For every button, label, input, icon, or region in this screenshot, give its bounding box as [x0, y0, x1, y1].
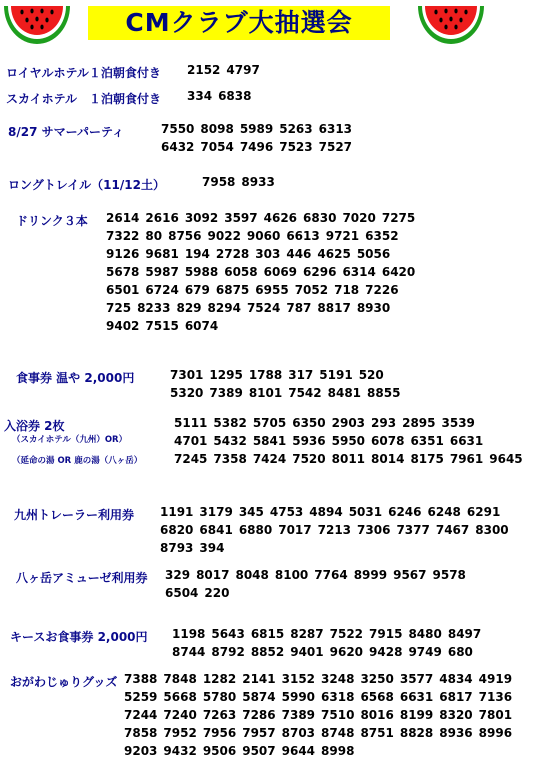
ticket-numbers	[161, 120, 352, 156]
ticket-number: 6830	[303, 211, 337, 225]
number-row	[124, 688, 512, 706]
ticket-number: 8481	[327, 386, 362, 400]
ticket-numbers	[160, 503, 509, 557]
ticket-number: 2152	[187, 63, 221, 77]
number-row	[172, 643, 481, 661]
ticket-numbers	[170, 366, 400, 402]
ticket-number: 520	[358, 368, 384, 382]
ticket-number: 6955	[255, 283, 289, 297]
ticket-numbers	[187, 87, 251, 105]
ticket-number: 8748	[321, 726, 355, 740]
ticket-number: 446	[286, 247, 312, 261]
section-label: 九州トレーラー利用券	[14, 508, 135, 522]
ticket-number: 5320	[170, 386, 204, 400]
ticket-number: 7306	[357, 523, 391, 537]
ticket-number: 9578	[432, 568, 466, 582]
number-row	[174, 414, 523, 432]
ticket-numbers	[172, 625, 481, 661]
number-row	[106, 245, 415, 263]
ticket-number: 317	[288, 368, 314, 382]
ticket-numbers	[187, 61, 260, 79]
section-label: キースお食事券 2,000円	[10, 630, 148, 644]
ticket-number: 9022	[207, 229, 241, 243]
ticket-number: 6504	[165, 586, 199, 600]
ticket-number: 7424	[252, 452, 287, 466]
ticket-number: 7240	[163, 708, 197, 722]
ticket-number: 1282	[202, 672, 237, 686]
ticket-number: 8016	[360, 708, 394, 722]
ticket-number: 7245	[174, 452, 208, 466]
number-row	[160, 521, 509, 539]
number-row	[106, 209, 415, 227]
ticket-number: 8756	[168, 229, 202, 243]
ticket-number: 8933	[241, 175, 275, 189]
number-row	[106, 227, 415, 245]
ticket-number: 7496	[239, 140, 274, 154]
ticket-number: 7958	[202, 175, 236, 189]
ticket-number: 8793	[160, 541, 194, 555]
ticket-number: 5191	[319, 368, 353, 382]
ticket-number: 6631	[399, 690, 434, 704]
ticket-number: 6420	[381, 265, 416, 279]
ticket-number: 6318	[321, 690, 355, 704]
ticket-number: 5988	[184, 265, 219, 279]
ticket-number: 7527	[318, 140, 353, 154]
ticket-number: 6314	[342, 265, 376, 279]
ticket-number: 7286	[242, 708, 276, 722]
number-row	[160, 503, 509, 521]
ticket-number: 7520	[292, 452, 326, 466]
ticket-number: 8792	[211, 645, 245, 659]
ticket-number: 7848	[163, 672, 197, 686]
ticket-number: 5874	[242, 690, 276, 704]
ticket-number: 8014	[371, 452, 405, 466]
section-label: おがわじゅりグッズ	[10, 675, 118, 689]
ticket-number: 4625	[317, 247, 351, 261]
ticket-number: 2616	[145, 211, 179, 225]
ticket-number: 718	[334, 283, 360, 297]
ticket-numbers	[106, 209, 415, 335]
ticket-number: 8320	[439, 708, 473, 722]
ticket-number: 8098	[200, 122, 234, 136]
ticket-number: 2614	[106, 211, 140, 225]
ticket-number: 7054	[200, 140, 234, 154]
ticket-number: 5432	[213, 434, 247, 448]
ticket-number: 5989	[239, 122, 274, 136]
ticket-number: 7956	[202, 726, 237, 740]
ticket-number: 5382	[213, 416, 247, 430]
ticket-number: 3597	[224, 211, 258, 225]
number-row	[170, 366, 400, 384]
number-row	[161, 120, 352, 138]
ticket-number: 6352	[365, 229, 399, 243]
ticket-number: 5950	[331, 434, 366, 448]
number-row	[165, 566, 466, 584]
ticket-number: 7522	[329, 627, 364, 641]
ticket-number: 5936	[292, 434, 326, 448]
number-row	[124, 724, 512, 742]
ticket-number: 787	[286, 301, 312, 315]
ticket-number: 9507	[242, 744, 276, 758]
ticket-number: 2141	[242, 672, 276, 686]
ticket-number: 5990	[281, 690, 316, 704]
ticket-number: 5263	[279, 122, 313, 136]
ticket-number: 7515	[145, 319, 179, 333]
ticket-number: 3152	[281, 672, 316, 686]
ticket-number: 6078	[371, 434, 405, 448]
ticket-number: 334	[187, 89, 213, 103]
ticket-number: 9428	[369, 645, 403, 659]
ticket-number: 5705	[252, 416, 287, 430]
ticket-number: 4797	[226, 63, 260, 77]
ticket-number: 9620	[329, 645, 364, 659]
ticket-number: 6724	[145, 283, 179, 297]
ticket-numbers	[124, 670, 512, 760]
ticket-number: 1788	[248, 368, 283, 382]
ticket-number: 9567	[393, 568, 427, 582]
ticket-number: 80	[145, 229, 163, 243]
ticket-number: 8999	[353, 568, 388, 582]
ticket-number: 220	[204, 586, 230, 600]
ticket-number: 5643	[211, 627, 245, 641]
ticket-number: 8101	[248, 386, 283, 400]
number-row	[170, 384, 400, 402]
ticket-number: 679	[184, 283, 210, 297]
ticket-numbers	[202, 173, 275, 191]
number-row	[106, 281, 415, 299]
section-label: ドリンク３本	[16, 214, 88, 228]
number-row	[165, 584, 466, 602]
ticket-number: 8998	[321, 744, 355, 758]
ticket-number: 680	[447, 645, 473, 659]
ticket-number: 9645	[489, 452, 523, 466]
ticket-number: 394	[199, 541, 225, 555]
ticket-number: 8175	[410, 452, 444, 466]
number-row	[202, 173, 275, 191]
ticket-number: 9401	[290, 645, 324, 659]
ticket-number: 8233	[137, 301, 171, 315]
ticket-number: 9749	[408, 645, 442, 659]
ticket-number: 4701	[174, 434, 208, 448]
ticket-number: 7858	[124, 726, 158, 740]
ticket-number: 7915	[369, 627, 403, 641]
ticket-number: 303	[255, 247, 281, 261]
ticket-number: 7510	[321, 708, 355, 722]
ticket-number: 4919	[478, 672, 513, 686]
ticket-number: 8744	[172, 645, 206, 659]
ticket-number: 7301	[170, 368, 204, 382]
ticket-number: 7263	[202, 708, 237, 722]
ticket-numbers	[165, 566, 466, 602]
ticket-number: 7244	[124, 708, 158, 722]
ticket-number: 6613	[286, 229, 320, 243]
ticket-number: 6296	[303, 265, 337, 279]
number-row	[124, 742, 512, 760]
ticket-number: 3577	[399, 672, 434, 686]
number-row	[160, 539, 509, 557]
ticket-number: 6817	[439, 690, 473, 704]
ticket-number: 5987	[145, 265, 179, 279]
ticket-number: 7388	[124, 672, 158, 686]
ticket-number: 7226	[365, 283, 399, 297]
section-label: 八ヶ岳アミューゼ利用券	[16, 571, 148, 585]
ticket-number: 9126	[106, 247, 140, 261]
ticket-number: 1295	[209, 368, 243, 382]
ticket-number: 8011	[331, 452, 366, 466]
ticket-number: 329	[165, 568, 191, 582]
ticket-number: 6246	[388, 505, 422, 519]
ticket-number: 7017	[278, 523, 312, 537]
page-title: CMクラブ大抽選会	[88, 6, 390, 40]
ticket-number: 7389	[209, 386, 243, 400]
ticket-number: 8100	[274, 568, 309, 582]
ticket-number: 8480	[408, 627, 442, 641]
number-row	[124, 706, 512, 724]
ticket-number: 6069	[263, 265, 298, 279]
ticket-number: 194	[184, 247, 210, 261]
ticket-number: 8294	[207, 301, 241, 315]
section-label: ロングトレイル（11/12土）	[8, 178, 165, 192]
ticket-number: 7052	[294, 283, 329, 297]
ticket-number: 7961	[449, 452, 484, 466]
ticket-number: 1198	[172, 627, 206, 641]
ticket-number: 8017	[196, 568, 230, 582]
ticket-number: 3250	[360, 672, 394, 686]
ticket-number: 6838	[218, 89, 252, 103]
ticket-number: 6432	[161, 140, 195, 154]
ticket-number: 8703	[281, 726, 316, 740]
ticket-number: 7524	[246, 301, 281, 315]
section-sublabel: （スカイホテル（九州）OR）	[12, 435, 128, 445]
ticket-number: 7764	[314, 568, 348, 582]
ticket-number: 7020	[342, 211, 376, 225]
ticket-number: 345	[238, 505, 264, 519]
ticket-number: 7957	[242, 726, 276, 740]
ticket-number: 3248	[321, 672, 355, 686]
section-label: 8/27 サマーパーティ	[8, 125, 125, 139]
ticket-number: 7322	[106, 229, 140, 243]
number-row	[187, 87, 251, 105]
ticket-number: 1191	[160, 505, 194, 519]
ticket-number: 6815	[250, 627, 285, 641]
ticket-number: 3092	[184, 211, 219, 225]
number-row	[106, 317, 415, 335]
ticket-number: 5841	[252, 434, 287, 448]
ticket-number: 7213	[317, 523, 352, 537]
ticket-number: 2895	[402, 416, 436, 430]
ticket-number: 6074	[184, 319, 219, 333]
ticket-number: 6248	[427, 505, 461, 519]
ticket-number: 7275	[381, 211, 416, 225]
ticket-number: 2728	[215, 247, 250, 261]
ticket-number: 5031	[348, 505, 383, 519]
number-row	[174, 450, 523, 468]
ticket-number: 9644	[281, 744, 316, 758]
ticket-number: 6058	[224, 265, 258, 279]
number-row	[106, 299, 415, 317]
ticket-number: 4894	[309, 505, 343, 519]
ticket-number: 6631	[449, 434, 484, 448]
ticket-number: 8497	[447, 627, 482, 641]
ticket-number: 8287	[290, 627, 324, 641]
ticket-number: 6875	[215, 283, 250, 297]
ticket-number: 9681	[145, 247, 179, 261]
ticket-number: 9721	[325, 229, 360, 243]
number-row	[174, 432, 523, 450]
ticket-number: 8817	[317, 301, 351, 315]
ticket-number: 6501	[106, 283, 140, 297]
ticket-numbers	[174, 414, 523, 468]
ticket-number: 9402	[106, 319, 140, 333]
ticket-number: 8048	[235, 568, 269, 582]
ticket-number: 8751	[360, 726, 394, 740]
ticket-number: 6313	[318, 122, 353, 136]
ticket-number: 4834	[439, 672, 473, 686]
ticket-number: 6841	[199, 523, 233, 537]
section-label: 食事券 温や 2,000円	[16, 371, 135, 385]
ticket-number: 6880	[238, 523, 273, 537]
ticket-number: 8930	[356, 301, 391, 315]
ticket-number: 6351	[410, 434, 444, 448]
number-row	[161, 138, 352, 156]
ticket-number: 7952	[163, 726, 197, 740]
ticket-number: 829	[176, 301, 202, 315]
ticket-number: 8828	[399, 726, 434, 740]
ticket-number: 9060	[246, 229, 281, 243]
ticket-number: 7358	[213, 452, 247, 466]
ticket-number: 6820	[160, 523, 194, 537]
section-sublabel: （延命の湯 OR 鹿の湯（八ヶ岳）	[12, 456, 143, 466]
ticket-number: 8855	[367, 386, 401, 400]
ticket-number: 6350	[292, 416, 326, 430]
ticket-number: 7523	[279, 140, 313, 154]
ticket-number: 7377	[396, 523, 430, 537]
section-label: 入浴券 2枚	[4, 419, 65, 433]
ticket-number: 4753	[269, 505, 304, 519]
section-label: ロイヤルホテル１泊朝食付き	[6, 66, 161, 80]
ticket-number: 5780	[202, 690, 237, 704]
ticket-number: 8936	[439, 726, 473, 740]
ticket-number: 7550	[161, 122, 195, 136]
ticket-number: 293	[371, 416, 397, 430]
ticket-number: 7801	[478, 708, 513, 722]
section-label: スカイホテル １泊朝食付き	[6, 92, 162, 106]
ticket-number: 7542	[288, 386, 322, 400]
ticket-number: 8852	[250, 645, 285, 659]
ticket-number: 9432	[163, 744, 197, 758]
ticket-number: 5111	[174, 416, 208, 430]
watermelon-right-icon	[416, 2, 486, 46]
ticket-number: 3179	[199, 505, 233, 519]
ticket-number: 8199	[399, 708, 434, 722]
ticket-number: 5668	[163, 690, 197, 704]
ticket-number: 5678	[106, 265, 140, 279]
ticket-number: 8996	[478, 726, 513, 740]
ticket-number: 8300	[475, 523, 509, 537]
number-row	[187, 61, 260, 79]
ticket-number: 5259	[124, 690, 158, 704]
ticket-number: 5056	[356, 247, 391, 261]
number-row	[106, 263, 415, 281]
ticket-number: 7136	[478, 690, 513, 704]
ticket-number: 9506	[202, 744, 237, 758]
ticket-number: 4626	[263, 211, 298, 225]
number-row	[172, 625, 481, 643]
ticket-number: 9203	[124, 744, 158, 758]
watermelon-left-icon	[2, 2, 72, 46]
number-row	[124, 670, 512, 688]
ticket-number: 7389	[281, 708, 316, 722]
ticket-number: 725	[106, 301, 132, 315]
ticket-number: 3539	[441, 416, 475, 430]
ticket-number: 6568	[360, 690, 394, 704]
ticket-number: 2903	[331, 416, 366, 430]
ticket-number: 6291	[466, 505, 501, 519]
ticket-number: 7467	[435, 523, 470, 537]
